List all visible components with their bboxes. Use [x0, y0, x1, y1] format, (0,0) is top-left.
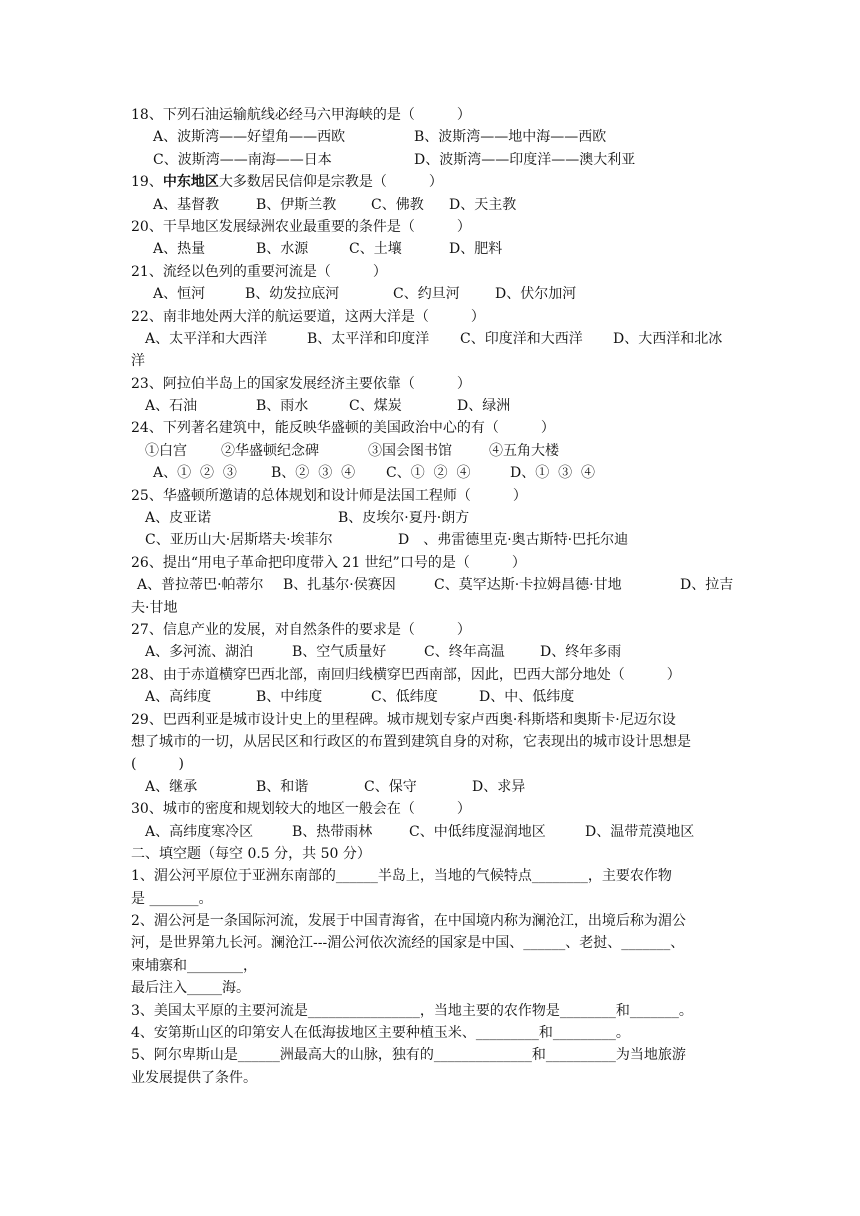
text-line: 2、湄公河是一条国际河流，发展于中国青海省，在中国境内称为澜沧江，出境后称为湄公: [131, 913, 686, 930]
answer-option: B、波斯湾——地中海——西欧: [414, 129, 607, 146]
answer-option: A、皮亚诺: [145, 510, 212, 527]
answer-option: C、印度洋和大西洋: [460, 330, 583, 347]
answer-option: B、中纬度: [256, 689, 323, 706]
answer-option: C、土壤: [349, 241, 402, 258]
answer-option: C、终年高温: [424, 644, 505, 661]
text-line: 25、华盛顿所邀请的总体规划和设计师是法国工程师（ ）: [131, 487, 527, 504]
answer-option: D、拉吉: [680, 577, 734, 594]
answer-option: A、基督教: [153, 196, 220, 213]
answer-option: A、继承: [145, 778, 198, 795]
answer-option: C、波斯湾——南海——日本: [153, 151, 332, 168]
answer-options-row: [131, 395, 741, 417]
answer-option: D、伏尔加河: [495, 286, 577, 303]
answer-options-row: [131, 328, 741, 350]
answer-option: D、天主教: [449, 196, 517, 213]
answer-option: B、② ③ ④: [271, 465, 356, 482]
answer-options-row: [131, 776, 741, 798]
answer-options-row: [131, 462, 741, 484]
answer-option: B、雨水: [256, 398, 309, 415]
text-line: 1、湄公河平原位于亚洲东南部的______半岛上，当地的气候特点________，主要农作物: [131, 868, 672, 885]
text-line: 3、美国太平原的主要河流是________________，当地主要的农作物是________和_______。: [131, 1002, 693, 1019]
answer-option: C、① ② ④: [386, 465, 471, 482]
answer-option: C、亚历山大·居斯塔夫·埃菲尔: [145, 532, 333, 549]
answer-option: A、恒河: [153, 286, 206, 303]
answer-option: B、伊斯兰教: [256, 196, 337, 213]
text-line: 想了城市的一切，从居民区和行政区的布置到建筑自身的对称，它表现出的城市设计思想是: [131, 733, 691, 750]
answer-option: ④五角大楼: [489, 442, 559, 459]
answer-option: D 、弗雷德里克·奥古斯特·巴托尔迪: [398, 532, 629, 549]
text-line: 业发展提供了条件。: [131, 1069, 257, 1086]
answer-option: B、空气质量好: [292, 644, 387, 661]
text-line: 最后注入_____海。: [131, 980, 250, 997]
answer-option: B、和谐: [256, 778, 309, 795]
text-line: 河，是世界第九长河。澜沧江---湄公河依次流经的国家是中国、______、老挝、_______、: [131, 935, 685, 952]
answer-option: A、高纬度寒冷区: [145, 823, 254, 840]
answer-options-row: [131, 194, 741, 216]
answer-option: B、扎基尔·侯赛因: [283, 577, 396, 594]
answer-option: D、求异: [472, 778, 526, 795]
text-line: 柬埔寨和________，: [131, 957, 257, 974]
answer-option: B、热带雨林: [292, 823, 373, 840]
answer-option: C、佛教: [371, 196, 424, 213]
answer-option: B、水源: [256, 241, 309, 258]
text-line: 26、提出“用电子革命把印度带入 21 世纪”口号的是（ ）: [131, 554, 526, 571]
answer-option: B、幼发拉底河: [245, 286, 340, 303]
answer-option: D、终年多雨: [540, 644, 622, 661]
answer-options-row: [131, 686, 741, 708]
text-line: 二、填空题（每空 0.5 分，共 50 分）: [131, 845, 371, 862]
text-line: 29、巴西利亚是城市设计史上的里程碑。城市规划专家卢西奥·科斯塔和奥斯卡·尼迈尔设: [131, 711, 676, 728]
answer-option: A、石油: [145, 398, 198, 415]
answer-option: D、绿洲: [457, 398, 511, 415]
text-line: 21、流经以色列的重要河流是（ ）: [131, 263, 387, 280]
exam-page: [131, 104, 741, 1089]
text-line: 18、下列石油运输航线必经马六甲海峡的是（ ）: [131, 107, 471, 123]
text-line: 洋: [131, 353, 145, 370]
answer-option: D、大西洋和北冰: [613, 330, 723, 347]
answer-option: D、① ③ ④: [510, 465, 596, 482]
question-text: 19、: [131, 174, 163, 191]
text-line: 5、阿尔卑斯山是______洲最高大的山脉，独有的______________和__________为当地旅游: [131, 1047, 686, 1064]
answer-option: A、热量: [153, 241, 206, 258]
answer-option: C、约旦河: [393, 286, 460, 303]
answer-option: A、波斯湾——好望角——西欧: [153, 129, 346, 146]
answer-option: ①白宫: [145, 442, 187, 459]
answer-option: B、皮埃尔·夏丹·朗方: [338, 510, 470, 527]
text-line: 22、南非地处两大洋的航运要道，这两大洋是（ ）: [131, 308, 485, 325]
answer-option: D、波斯湾——印度洋——澳大利亚: [414, 151, 636, 168]
answer-options-row: [131, 149, 741, 171]
answer-option: C、保守: [364, 778, 417, 795]
answer-option: D、肥料: [449, 241, 503, 258]
answer-options-row: [131, 529, 741, 551]
answer-option: A、普拉蒂巴·帕蒂尔: [137, 577, 264, 594]
answer-option: ②华盛顿纪念碑: [221, 442, 319, 459]
answer-options-row: [131, 283, 741, 305]
answer-option: ③国会图书馆: [368, 442, 452, 459]
answer-option: C、中低纬度湿润地区: [409, 823, 546, 840]
bold-term: 中东地区: [162, 174, 219, 191]
text-line: 20、干旱地区发展绿洲农业最重要的条件是（ ）: [131, 218, 471, 235]
text-line: 30、城市的密度和规划较大的地区一般会在（ ）: [131, 801, 471, 818]
answer-option: A、① ② ③: [153, 465, 237, 482]
answer-options-row: [131, 574, 741, 596]
text-line: 27、信息产业的发展，对自然条件的要求是（ ）: [131, 621, 471, 638]
answer-options-row: [131, 440, 741, 462]
answer-option: C、煤炭: [349, 398, 402, 415]
text-line: 是 _______。: [131, 890, 213, 907]
answer-option: A、高纬度: [145, 689, 212, 706]
answer-option: D、中、低纬度: [479, 689, 575, 706]
answer-options-row: [131, 507, 741, 529]
answer-option: D、温带荒漠地区: [585, 823, 695, 840]
answer-option: C、莫罕达斯·卡拉姆昌德·甘地: [434, 577, 622, 594]
answer-option: C、低纬度: [371, 689, 438, 706]
text-line: 28、由于赤道横穿巴西北部，南回归线横穿巴西南部，因此，巴西大部分地处（ ）: [131, 666, 681, 683]
text-line: 23、阿拉伯半岛上的国家发展经济主要依靠（ ）: [131, 375, 471, 392]
text-line: ( ): [131, 756, 184, 773]
answer-option: A、多河流、湖泊: [145, 644, 254, 661]
text-line: 24、下列著名建筑中，能反映华盛顿的美国政治中心的有（ ）: [131, 420, 555, 437]
answer-options-row: [131, 126, 741, 148]
text-line: 夫·甘地: [131, 599, 178, 616]
text-line: 4、安第斯山区的印第安人在低海拔地区主要种植玉米、_________和_________。: [131, 1025, 630, 1042]
answer-options-row: [131, 238, 741, 260]
question-line: [131, 171, 741, 193]
answer-options-row: [131, 821, 741, 843]
question-text: 大多数居民信仰是宗教是（ ）: [218, 174, 443, 191]
answer-options-row: [131, 641, 741, 663]
answer-option: B、太平洋和印度洋: [307, 330, 430, 347]
answer-option: A、太平洋和大西洋: [145, 330, 268, 347]
